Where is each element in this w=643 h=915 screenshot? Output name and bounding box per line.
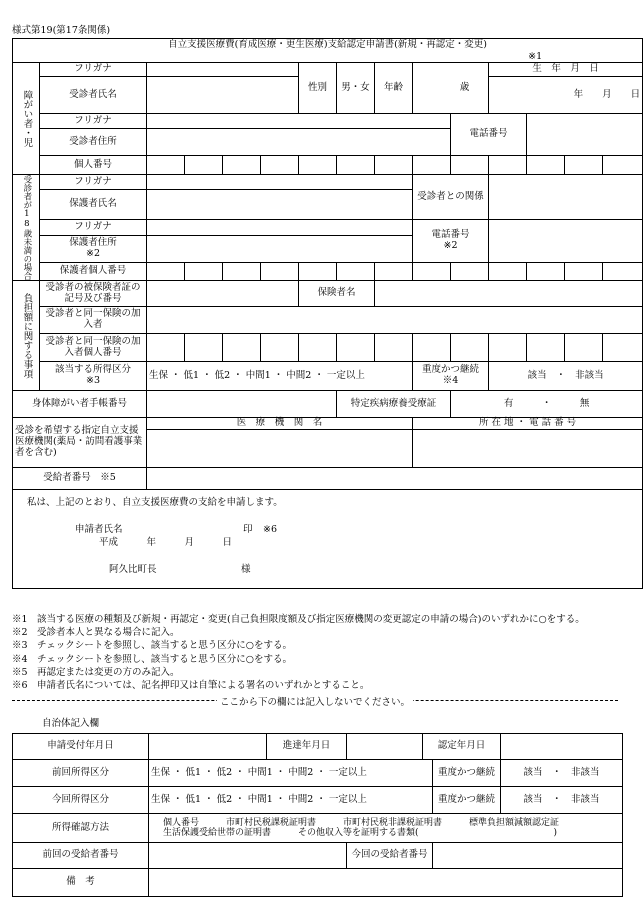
digit-box[interactable] [147,263,185,281]
birth-date-field[interactable]: 年 月 日 [489,77,643,114]
patient-phone-label: 電話番号 [451,114,527,156]
cur-recipient-field[interactable] [433,843,623,869]
remarks-label: 備 考 [13,869,149,897]
patient-furigana-label: フリガナ [40,63,147,77]
patient-address-field[interactable] [147,129,451,149]
institution-col2-header: 所 在 地 ・ 電 話 番 号 [413,418,643,430]
digit-box[interactable] [185,263,223,281]
birth-header: 生 年 月 日 [489,63,643,77]
digit-box[interactable] [299,156,337,175]
same-insured-id-row [13,334,643,362]
income-label: 該当する所得区分 [54,364,131,376]
received-date-label: 申請受付年月日 [13,734,149,760]
income-label-cell [40,362,147,391]
mayor-honorific: 様 [241,564,251,575]
cut-line-label: ここから下の欄には記入しないでください。 [217,697,413,708]
income-options[interactable]: 生保 ・ 低1 ・ 低2 ・ 中間1 ・ 中間2 ・ 一定以上 [147,362,413,391]
handbook-field[interactable] [147,391,337,418]
prev-severe-options[interactable]: 該当 ・ 非該当 [501,760,623,787]
office-table [12,733,623,897]
patient-address-furigana-label: フリガナ [40,114,147,129]
income-note: ※3 [85,375,100,386]
gender-options[interactable]: 男・女 [337,63,375,114]
digit-box[interactable] [261,334,299,362]
prev-income-options[interactable]: 生保 ・ 低1 ・ 低2 ・ 中間1 ・ 中間2 ・ 一定以上 [149,760,433,787]
guardian-section-label: 受診者が18歳未満の場合 [13,175,40,281]
seal-note: ※6 [263,524,278,535]
form-title: 自立支援医療費(育成医療・更生医療)支給認定申請書(新規・再認定・変更) [168,39,487,50]
digit-box[interactable] [413,334,451,362]
guardian-name-label: 保護者氏名 [40,190,147,220]
digit-box[interactable] [413,263,451,281]
digit-box[interactable] [565,156,603,175]
approved-date-label: 認定年月日 [423,734,501,760]
patient-address-field-cont[interactable] [147,149,451,156]
digit-box[interactable] [603,334,643,362]
severe-label: 重度かつ継続 [421,364,479,376]
cut-line-label-wrap [0,694,630,708]
age-field[interactable] [413,63,489,114]
digit-box[interactable] [527,156,565,175]
method-options-cell [149,814,623,843]
cur-income-label: 今回所得区分 [13,787,149,814]
prev-recipient-label: 前回の受給者番号 [13,843,149,869]
digit-box[interactable] [147,334,185,362]
digit-box[interactable] [375,263,413,281]
digit-box[interactable] [185,156,223,175]
digit-box[interactable] [337,263,375,281]
method-options-line2[interactable]: 生活保護受給世帯の証明書 その他収入等を証明する書類( ) [163,828,558,838]
specific-disease-label: 特定疾病療養受療証 [337,391,451,418]
severe-options[interactable]: 該当 ・ 非該当 [489,362,643,391]
institution-col1-header: 医 療 機 関 名 [147,418,413,430]
recipient-no-field[interactable] [147,468,643,490]
note-item: ※3 チェックシートを参照し、該当すると思う区分に○をする。 [12,640,293,652]
digit-box[interactable] [489,263,527,281]
prev-income-label: 前回所得区分 [13,760,149,787]
form-title-cell [13,39,643,63]
progress-date-label: 進達年月日 [267,734,347,760]
guardian-name-field[interactable] [147,190,413,220]
digit-box[interactable] [223,156,261,175]
patient-name-label: 受診者氏名 [40,77,147,114]
guardian-address-label-cell [40,235,147,263]
severe-note: ※4 [442,375,459,386]
digit-box[interactable] [223,334,261,362]
declaration-cell [13,490,643,589]
same-insured-id-label: 受診者と同一保険の加入者個人番号 [40,334,147,362]
digit-box[interactable] [451,334,489,362]
digit-box[interactable] [451,156,489,175]
same-insured-label: 受診者と同一保険の加入者 [40,307,147,334]
relation-field[interactable] [489,175,643,220]
guardian-address-field-cont[interactable] [147,251,413,263]
burden-section-label: 負担額に関する事項 [13,281,40,391]
digit-box[interactable] [565,334,603,362]
cur-severe-label: 重度かつ継続 [433,787,501,814]
patient-phone-field[interactable] [527,114,643,156]
institution-label: 受診を希望する指定自立支援医療機関(薬局・訪問看護事業者を含む) [13,418,147,468]
guardian-address-furigana-field[interactable] [147,220,413,236]
patient-name-field[interactable] [147,77,299,114]
age-label: 年齢 [375,63,413,114]
cur-income-options[interactable]: 生保 ・ 低1 ・ 低2 ・ 中間1 ・ 中間2 ・ 一定以上 [149,787,433,814]
guardian-address-label: 保護者住所 [69,236,117,248]
recipient-no-label: 受給者番号 [43,472,91,484]
application-table [12,38,643,589]
prev-recipient-field[interactable] [149,843,347,869]
insurer-label: 保険者名 [299,281,375,307]
applicant-label: 申請者氏名 [75,524,123,535]
guardian-phone-note: ※2 [443,240,458,251]
note-item: ※4 チェックシートを参照し、該当すると思う区分に○をする。 [12,653,293,665]
method-options-line1[interactable]: 個人番号 市町村民税課税証明書 市町村民税非課税証明書 標準負担額減額認定証 [163,817,560,828]
guardian-id-label: 保護者個人番号 [40,263,147,281]
mayor-label: 阿久比町長 [109,564,157,575]
received-date-field[interactable] [149,734,267,760]
office-section-title: 自治体記入欄 [42,718,100,729]
declaration-text: 私は、上記のとおり、自立支援医療費の支給を申請します。 [27,497,283,508]
guardian-id-row [13,263,643,281]
approved-date-field[interactable] [501,734,623,760]
patient-address-label: 受診者住所 [40,129,147,156]
method-label: 所得確認方法 [13,814,149,843]
patient-section-label: 障がい者・児 [13,63,40,175]
remarks-field[interactable] [149,869,623,897]
digit-box[interactable] [261,263,299,281]
title-note-mark: ※1 [528,51,543,62]
digit-box[interactable] [337,334,375,362]
patient-id-row [13,156,643,175]
seal-label: 印 [243,524,253,535]
handbook-label: 身体障がい者手帳番号 [13,391,147,418]
guardian-furigana-field[interactable] [147,175,413,190]
declaration-date[interactable]: 平成 年 月 日 [99,537,233,548]
institution-address-field[interactable] [413,430,643,468]
insurance-id-label: 受診者の被保険者証の記号及び番号 [40,281,147,307]
guardian-address-furigana-label: フリガナ [40,220,147,236]
digit-box[interactable] [527,263,565,281]
digit-box[interactable] [527,334,565,362]
institution-name-field[interactable] [147,430,413,468]
digit-box[interactable] [223,263,261,281]
progress-date-field[interactable] [347,734,423,760]
form-number: 様式第19(第17条関係) [12,25,111,36]
patient-address-furigana-field[interactable] [147,114,451,129]
digit-box[interactable] [375,334,413,362]
digit-box[interactable] [299,263,337,281]
digit-box[interactable] [489,334,527,362]
note-item: ※1 該当する医療の種類及び新規・再認定・変更(自己負担限度額及び指定医療機関の変更認定の申請の場合)のいずれかに○をする。 [12,614,585,625]
guardian-phone-label: 電話番号 [431,229,470,241]
digit-box[interactable] [147,156,185,175]
digit-box[interactable] [603,263,643,281]
digit-box[interactable] [451,263,489,281]
age-unit: 歳 [459,81,470,93]
note-item: ※5 再認定または変更の方のみ記入。 [12,666,180,678]
digit-box[interactable] [603,156,643,175]
digit-box[interactable] [185,334,223,362]
digit-box[interactable] [299,334,337,362]
prev-severe-label: 重度かつ継続 [433,760,501,787]
digit-box[interactable] [337,156,375,175]
digit-box[interactable] [261,156,299,175]
guardian-phone-label-cell [413,220,489,263]
insurer-field[interactable] [375,281,643,307]
digit-box[interactable] [375,156,413,175]
cur-recipient-label: 今回の受給者番号 [347,843,433,869]
guardian-phone-field[interactable] [489,220,643,263]
relation-label: 受診者との関係 [413,175,489,220]
digit-box[interactable] [413,156,451,175]
patient-id-label: 個人番号 [40,156,147,175]
specific-disease-options[interactable]: 有 ・ 無 [451,391,643,418]
recipient-no-note: ※5 [100,472,116,484]
digit-box[interactable] [489,156,527,175]
same-insured-field[interactable] [147,307,643,334]
gender-label: 性別 [299,63,337,114]
guardian-furigana-label: フリガナ [40,175,147,190]
guardian-address-field[interactable] [147,235,413,251]
recipient-no-label-cell [13,468,147,490]
notes-list [12,613,624,692]
guardian-address-note: ※2 [85,247,100,259]
cur-severe-options[interactable]: 該当 ・ 非該当 [501,787,623,814]
note-item: ※2 受診者本人と異なる場合に記入。 [12,627,180,639]
patient-furigana-field[interactable] [147,63,299,77]
digit-box[interactable] [565,263,603,281]
insurance-id-field[interactable] [147,281,299,307]
note-item: ※6 申請者氏名については、記名押印又は自筆による署名のいずれかとすること。 [12,680,370,692]
severe-label-cell [413,362,489,391]
